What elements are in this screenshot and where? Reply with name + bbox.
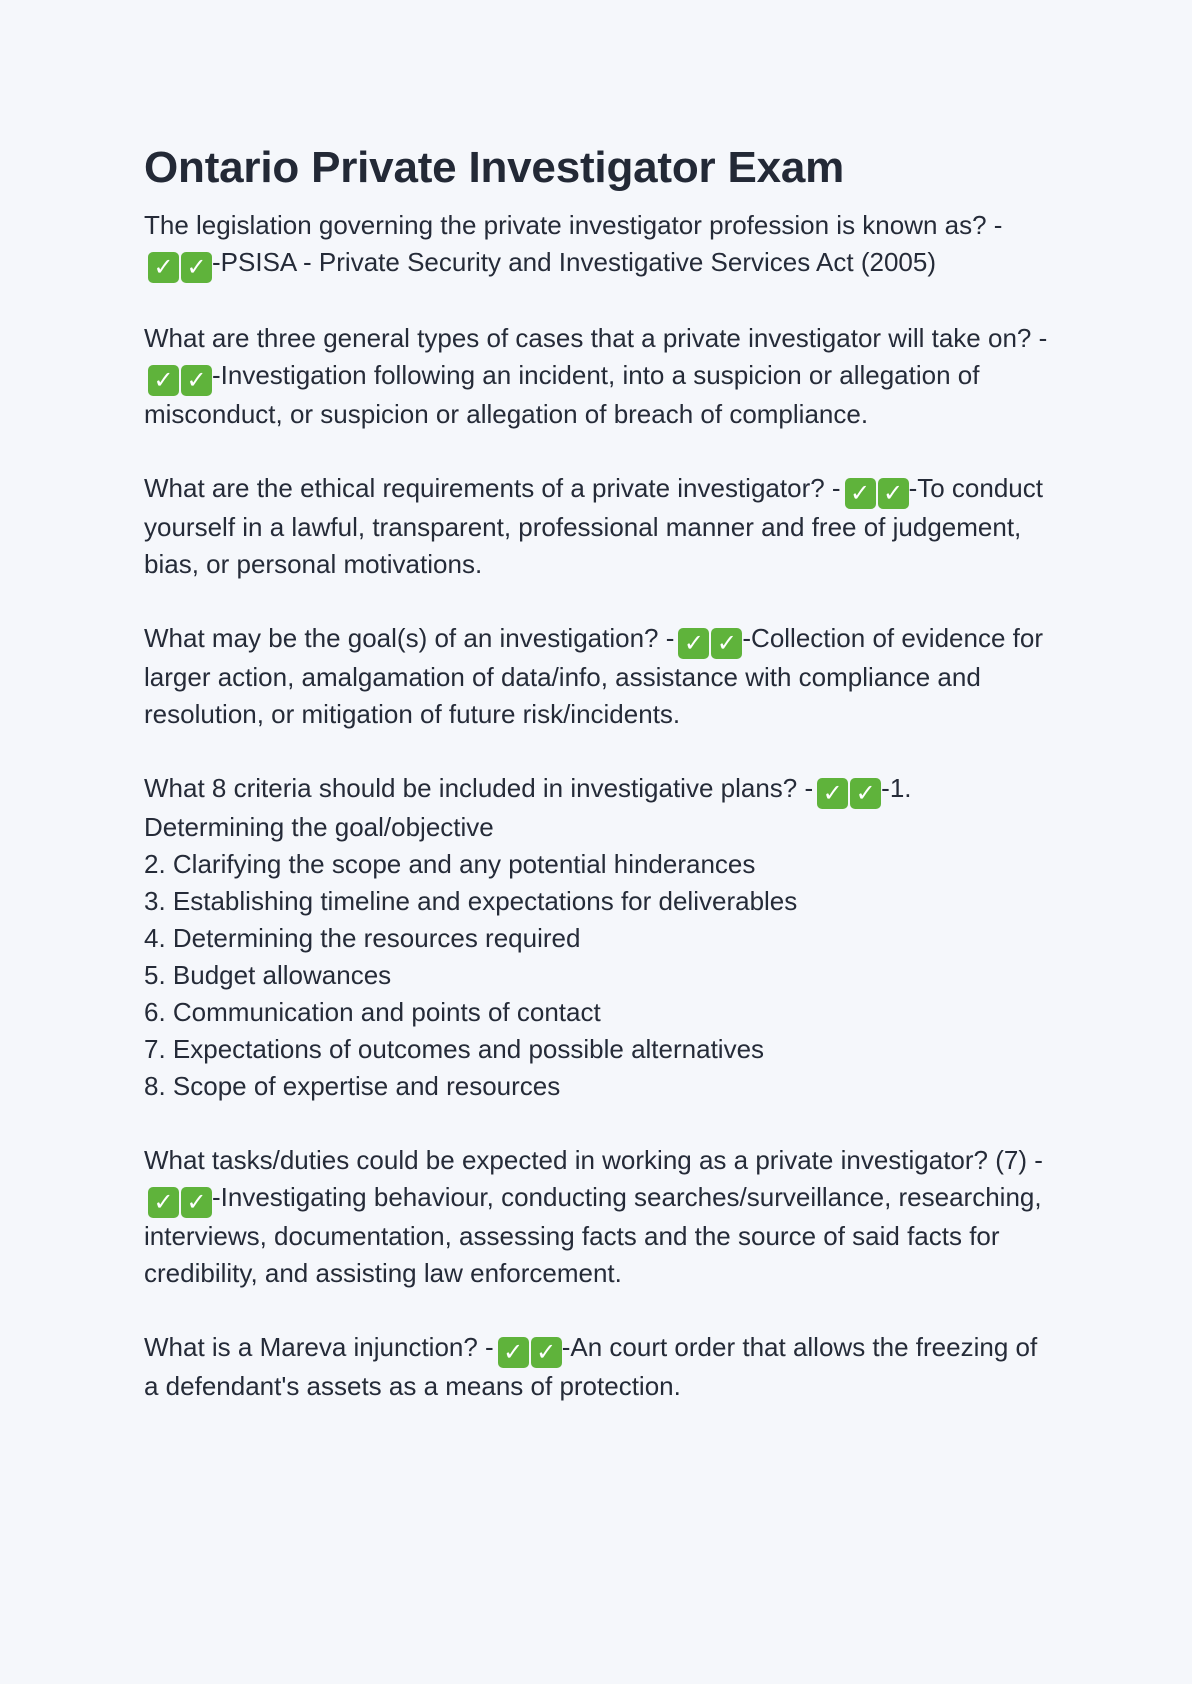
check-icon: ✓ <box>711 628 742 659</box>
check-icon: ✓ <box>817 778 848 809</box>
question-text: What 8 criteria should be included in investigative plans? - <box>144 773 814 803</box>
answer-text: -To conduct yourself in a lawful, transparent, professional manner and free of judgement, bias, or personal motivations. <box>144 473 1043 579</box>
answer-text: -Investigation following an incident, into a suspicion or allegation of misconduct, or suspicion or allegation of breach of compliance. <box>144 360 980 429</box>
answer-text: -PSISA - Private Security and Investigative Services Act (2005) <box>212 247 936 277</box>
answer-text: -1. Determining the goal/objective 2. Clarifying the scope and any potential hinderances 3. Establishing timeline and expectations for deliverables 4. Determining the resources required 5. Budget allowances 6. Communication and points of contact 7. Expectations of outcomes and possible alternatives 8. Scope of expertise and resources <box>144 773 912 1101</box>
check-icon: ✓ <box>148 1187 179 1218</box>
check-icon: ✓ <box>181 1187 212 1218</box>
double-check-icon <box>678 628 742 659</box>
check-icon: ✓ <box>498 1337 529 1368</box>
double-check-icon <box>148 365 212 396</box>
qa-list <box>144 207 1054 1405</box>
qa-item <box>144 470 1054 583</box>
qa-item <box>144 207 1054 283</box>
check-icon: ✓ <box>845 478 876 509</box>
question-text: What is a Mareva injunction? - <box>144 1332 494 1362</box>
question-text: What may be the goal(s) of an investigation? - <box>144 623 675 653</box>
qa-item <box>144 620 1054 733</box>
question-text: What are the ethical requirements of a private investigator? - <box>144 473 841 503</box>
qa-item <box>144 1142 1054 1292</box>
check-icon: ✓ <box>531 1337 562 1368</box>
check-icon: ✓ <box>181 252 212 283</box>
check-icon: ✓ <box>678 628 709 659</box>
page-title: Ontario Private Investigator Exam <box>144 143 845 192</box>
answer-text: -Investigating behaviour, conducting searches/surveillance, researching, interviews, documentation, assessing facts and the source of said facts for credibility, and assisting law enforcement. <box>144 1182 1042 1288</box>
answer-text: -An court order that allows the freezing of a defendant's assets as a means of protection. <box>144 1332 1038 1401</box>
qa-item <box>144 320 1054 433</box>
double-check-icon <box>498 1337 562 1368</box>
check-icon: ✓ <box>878 478 909 509</box>
question-text: The legislation governing the private investigator profession is known as? - <box>144 210 1003 240</box>
question-text: What are three general types of cases that a private investigator will take on? - <box>144 323 1048 353</box>
check-icon: ✓ <box>850 778 881 809</box>
question-text: What tasks/duties could be expected in working as a private investigator? (7) - <box>144 1145 1043 1175</box>
answer-text: -Collection of evidence for larger action, amalgamation of data/info, assistance with compliance and resolution, or mitigation of future risk/incidents. <box>144 623 1043 729</box>
qa-item <box>144 770 1054 1105</box>
double-check-icon <box>817 778 881 809</box>
check-icon: ✓ <box>148 365 179 396</box>
double-check-icon <box>148 1187 212 1218</box>
check-icon: ✓ <box>181 365 212 396</box>
qa-item <box>144 1329 1054 1405</box>
double-check-icon <box>148 252 212 283</box>
check-icon: ✓ <box>148 252 179 283</box>
double-check-icon <box>845 478 909 509</box>
